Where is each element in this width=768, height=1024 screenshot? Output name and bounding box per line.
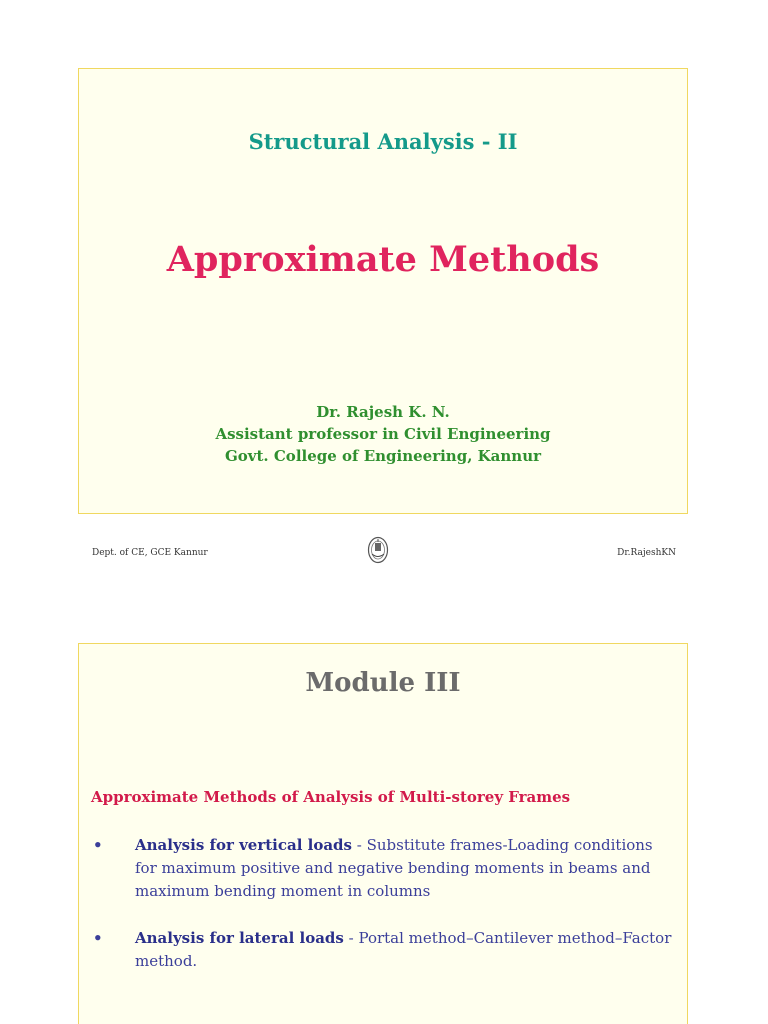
author-position: Assistant professor in Civil Engineering	[215, 425, 551, 443]
bullet-marker: •	[93, 836, 103, 854]
course-title: Structural Analysis - II	[248, 129, 518, 154]
bullet-text: - Portal method–Cantilever method–Factor method.	[135, 929, 672, 970]
title-slide	[78, 68, 688, 514]
bullet-term: Analysis for lateral loads	[135, 929, 344, 947]
footer-author: Dr.RajeshKN	[617, 548, 676, 558]
author-institution: Govt. College of Engineering, Kannur	[224, 447, 542, 465]
list-item	[91, 834, 675, 903]
module-slide	[78, 643, 688, 1024]
main-title: Approximate Methods	[166, 239, 600, 280]
list-item	[91, 927, 675, 973]
section-heading: Approximate Methods of Analysis of Multi-storey Frames	[91, 788, 571, 806]
author-name: Dr. Rajesh K. N.	[316, 403, 450, 421]
author-block	[79, 401, 687, 467]
footer-department: Dept. of CE, GCE Kannur	[92, 548, 208, 558]
bullet-marker: •	[93, 929, 103, 947]
bullet-text: - Substitute frames-Loading conditions for maximum positive and negative bending moments in beams and maximum bending moment in columns	[135, 836, 653, 900]
bullet-term: Analysis for vertical loads	[135, 836, 352, 854]
college-emblem-icon	[367, 536, 389, 564]
bullet-list	[91, 834, 675, 997]
module-title: Module III	[305, 668, 461, 698]
